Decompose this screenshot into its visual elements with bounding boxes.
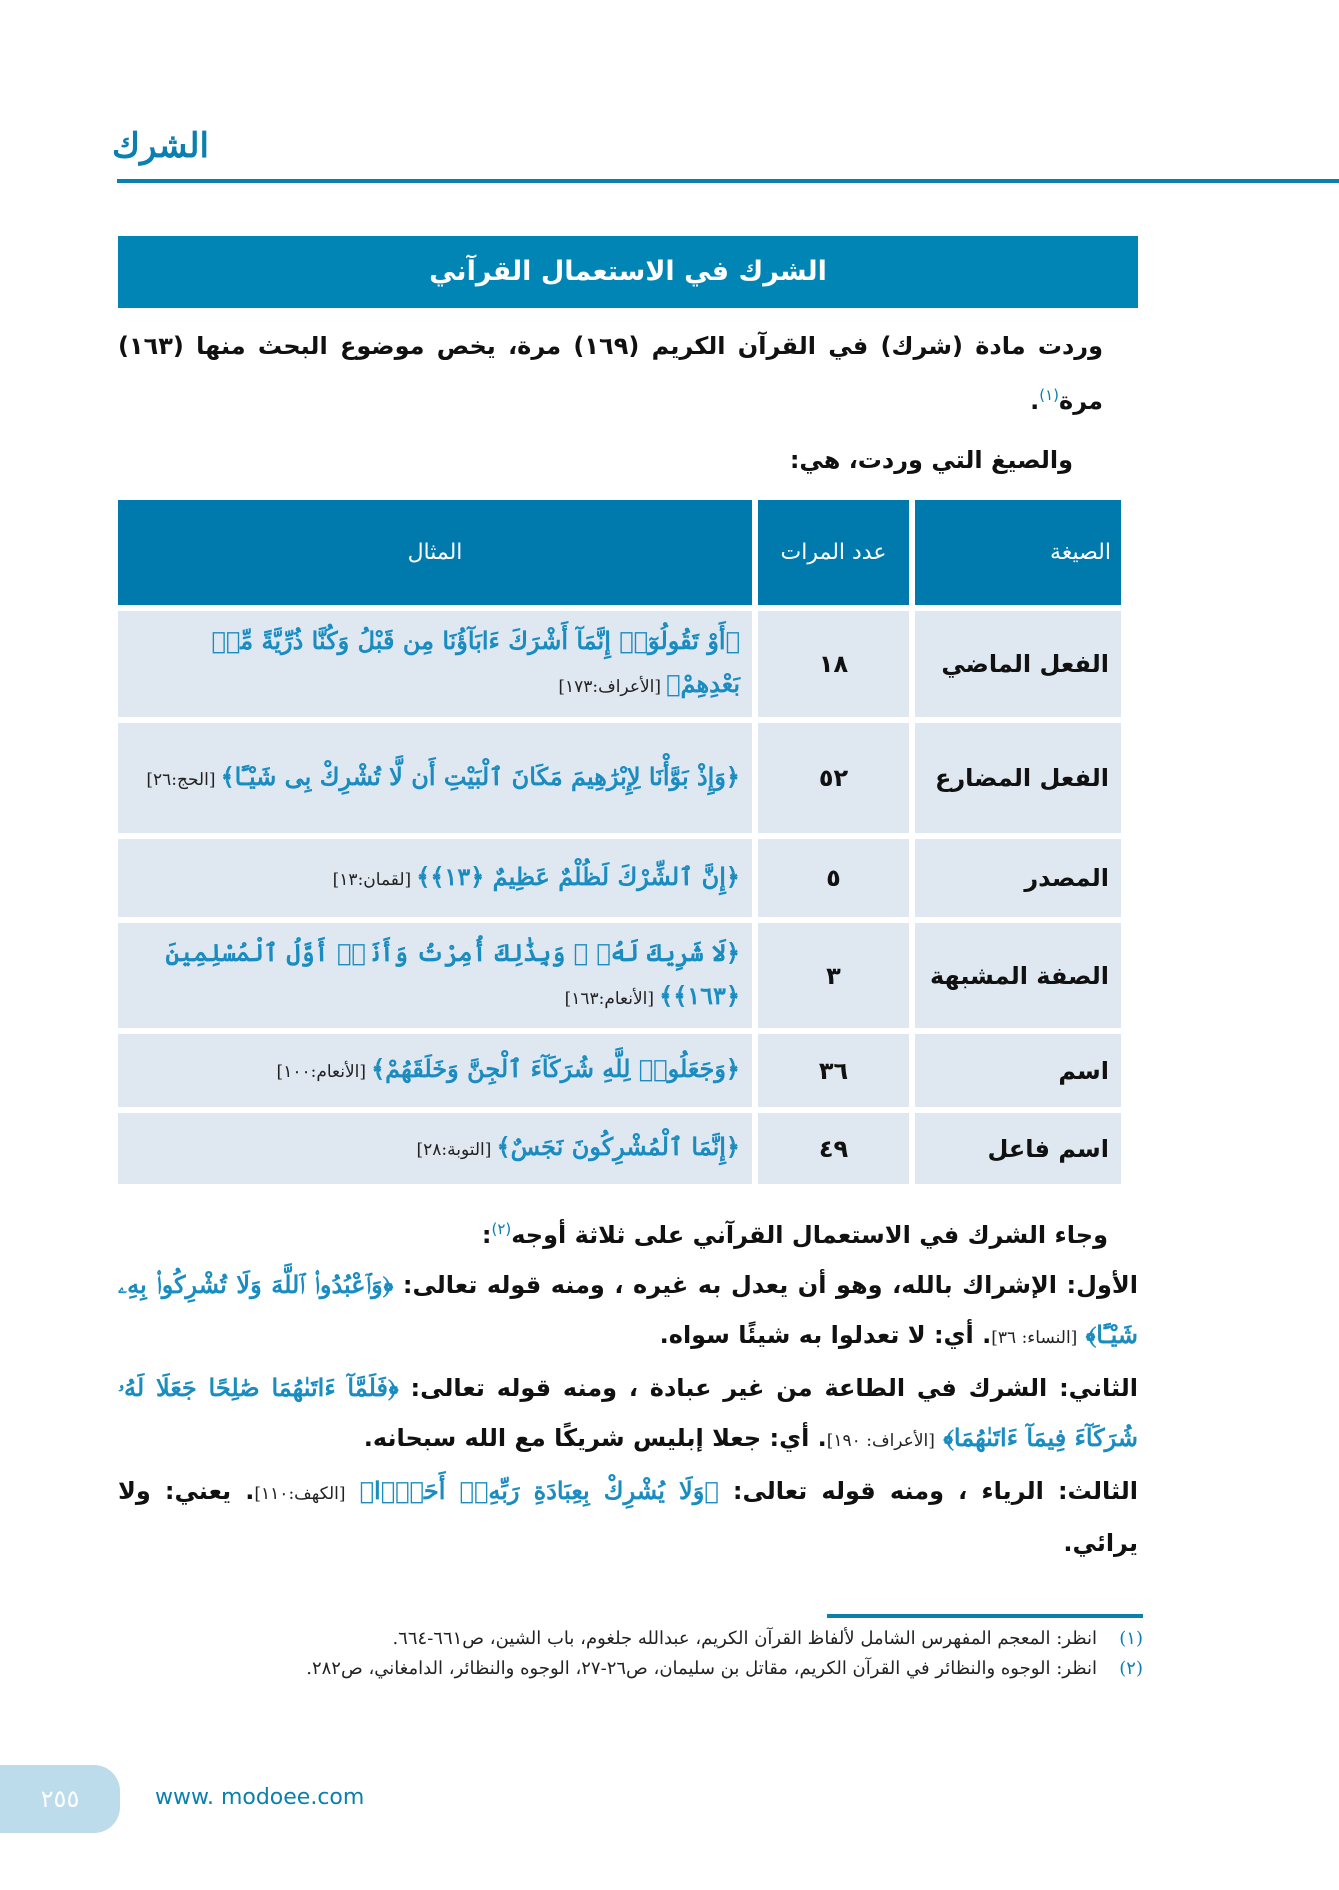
footnote-text: انظر: الوجوه والنظائر في القرآن الكريم، مقاتل بن سليمان، ص٢٦-٢٧، الوجوه والنظائر، الدامغاني، ص٢٨٢.	[306, 1658, 1097, 1679]
ayah-text: ﴿أَوْ تَقُولُوٓا۟ إِنَّمَآ أَشْرَكَ ءَابَآؤُنَا مِن قَبْلُ وَكُنَّا ذُرِّيَّةً مِّنۢ بَعْدِهِمْ﴾	[211, 626, 740, 698]
table-row	[118, 923, 1121, 1028]
header-rule	[117, 179, 1339, 183]
usage-intro	[118, 1205, 1138, 1260]
ayah-text: ﴿لَا شَرِيكَ لَهُۥ ۖ وَبِذَٰلِكَ أُمِرْتُ وَأَنَا۠ أَوَّلُ ٱلْمُسْلِمِينَ ﴿١٦٣﴾﴾	[165, 937, 740, 1010]
usage-first	[118, 1260, 1138, 1363]
row-example	[118, 839, 752, 917]
row-form: الفعل المضارع	[915, 723, 1121, 833]
row-example	[118, 923, 752, 1028]
ayah-reference: [الأعراف:١٧٣]	[558, 677, 662, 697]
row-form: اسم	[915, 1034, 1121, 1107]
usage-first-lead: الأول: الإشراك بالله، وهو أن يعدل به غيره ، ومنه قوله تعالى:	[393, 1271, 1138, 1299]
row-example	[118, 611, 752, 717]
page-number-tab	[0, 1765, 120, 1833]
intro-end: .	[1030, 387, 1040, 415]
usage-second-gloss: . أي: جعلا إبليس شريكًا مع الله سبحانه.	[363, 1424, 827, 1452]
usage-second-lead: الثاني: الشرك في الطاعة من غير عبادة ، ومنه قوله تعالى:	[398, 1374, 1139, 1402]
site-link[interactable]: www. modoee.com	[155, 1785, 365, 1810]
header-form: الصيغة	[915, 500, 1121, 605]
ayah-reference: [التوبة:٢٨]	[416, 1140, 492, 1160]
forms-intro-text: والصيغ التي وردت، هي:	[789, 446, 1073, 474]
usage-third	[118, 1466, 1138, 1568]
row-form: اسم فاعل	[915, 1113, 1121, 1184]
ayah-text: ﴿إِنَّمَا ٱلْمُشْرِكُونَ نَجَسٌ﴾	[496, 1132, 740, 1161]
usage-first-gloss: . أي: لا تعدلوا به شيئًا سواه.	[659, 1321, 992, 1349]
ayah-reference: [الحج:٢٦]	[146, 769, 216, 790]
intro-text: وردت مادة (شرك) في القرآن الكريم (١٦٩) مرة، يخص موضوع البحث منها (١٦٣) مرة	[118, 332, 1104, 415]
header-count: عدد المرات	[758, 500, 909, 605]
section-title: الشرك في الاستعمال القرآني	[429, 256, 827, 287]
usage-third-lead: الثالث: الرياء ، ومنه قوله تعالى:	[718, 1477, 1139, 1505]
table-row	[118, 611, 1121, 717]
footnote-text: انظر: المعجم المفهرس الشامل لألفاظ القرآن الكريم، عبدالله جلغوم، باب الشين، ص٦٦١-٦٦٤.	[392, 1628, 1097, 1649]
table-row	[118, 1034, 1121, 1107]
row-example	[118, 723, 752, 833]
footnote-ref-2[interactable]: (٢)	[491, 1220, 512, 1238]
footnote-number: (١)	[1119, 1628, 1143, 1649]
footnote-separator	[827, 1614, 1143, 1618]
row-count: ٤٩	[758, 1113, 909, 1184]
usage-section	[118, 1205, 1138, 1568]
forms-intro	[118, 436, 1103, 485]
table-row	[118, 839, 1121, 917]
ayah-text: ﴿وَٱعْبُدُوا۟ ٱللَّهَ وَلَا تُشْرِكُوا۟ بِهِۦ شَيْـًٔا﴾	[118, 1270, 1138, 1349]
page-number: ٢٥٥	[40, 1785, 80, 1813]
usage-third-gloss: . يعني: ولا يرائي.	[118, 1477, 1138, 1557]
running-title: الشرك	[112, 126, 209, 166]
footnote-ref-1[interactable]: (١)	[1039, 386, 1060, 404]
header-example: المثال	[118, 500, 752, 605]
row-count: ٥٢	[758, 723, 909, 833]
row-form: الصفة المشبهة	[915, 923, 1121, 1028]
section-title-bar	[118, 236, 1138, 308]
row-example	[118, 1034, 752, 1107]
ayah-reference: [الأنعام:١٠٠]	[276, 1062, 367, 1082]
row-count: ٥	[758, 839, 909, 917]
ayah-text: ﴿فَلَمَّآ ءَاتَىٰهُمَا صَٰلِحًا جَعَلَا لَهُۥ شُرَكَآءَ فِيمَآ ءَاتَىٰهُمَا﴾	[118, 1373, 1138, 1452]
ayah-text: ﴿وَإِذْ بَوَّأْنَا لِإِبْرَٰهِيمَ مَكَانَ ٱلْبَيْتِ أَن لَّا تُشْرِكْ بِى شَيْـًٔا﴾	[220, 761, 740, 791]
ayah-text: ﴿وَلَا يُشْرِكْ بِعِبَادَةِ رَبِّهِۦٓ أَحَدًۢا﴾	[359, 1476, 719, 1505]
ayah-reference: [الكهف:١١٠]	[254, 1484, 346, 1504]
usage-intro-end: :	[481, 1221, 492, 1249]
forms-table	[112, 494, 1127, 1190]
footnote-number: (٢)	[1119, 1658, 1143, 1679]
table-row	[118, 1113, 1121, 1184]
table-row	[118, 723, 1121, 833]
ayah-reference: [الأعراف: ١٩٠]	[826, 1431, 935, 1451]
row-count: ١٨	[758, 611, 909, 717]
ayah-reference: [لقمان:١٣]	[332, 869, 412, 890]
usage-intro-text: وجاء الشرك في الاستعمال القرآني على ثلاثة أوجه	[511, 1221, 1108, 1249]
ayah-text: ﴿إِنَّ ٱلشِّرْكَ لَظُلْمٌ عَظِيمٌ ﴿١٣﴾﴾	[416, 861, 740, 891]
row-example	[118, 1113, 752, 1184]
intro-paragraph	[118, 322, 1103, 426]
row-form: المصدر	[915, 839, 1121, 917]
footnote-item	[118, 1624, 1143, 1654]
ayah-reference: [النساء: ٣٦]	[991, 1328, 1078, 1348]
row-count: ٣٦	[758, 1034, 909, 1107]
footnote-item	[118, 1654, 1143, 1684]
row-form: الفعل الماضي	[915, 611, 1121, 717]
ayah-text: ﴿وَجَعَلُوا۟ لِلَّهِ شُرَكَآءَ ٱلْجِنَّ وَخَلَقَهُمْ﴾	[371, 1054, 740, 1083]
usage-second	[118, 1363, 1138, 1466]
footnotes	[118, 1624, 1143, 1684]
ayah-reference: [الأنعام:١٦٣]	[564, 988, 655, 1009]
row-count: ٣	[758, 923, 909, 1028]
table-header-row	[118, 500, 1121, 605]
